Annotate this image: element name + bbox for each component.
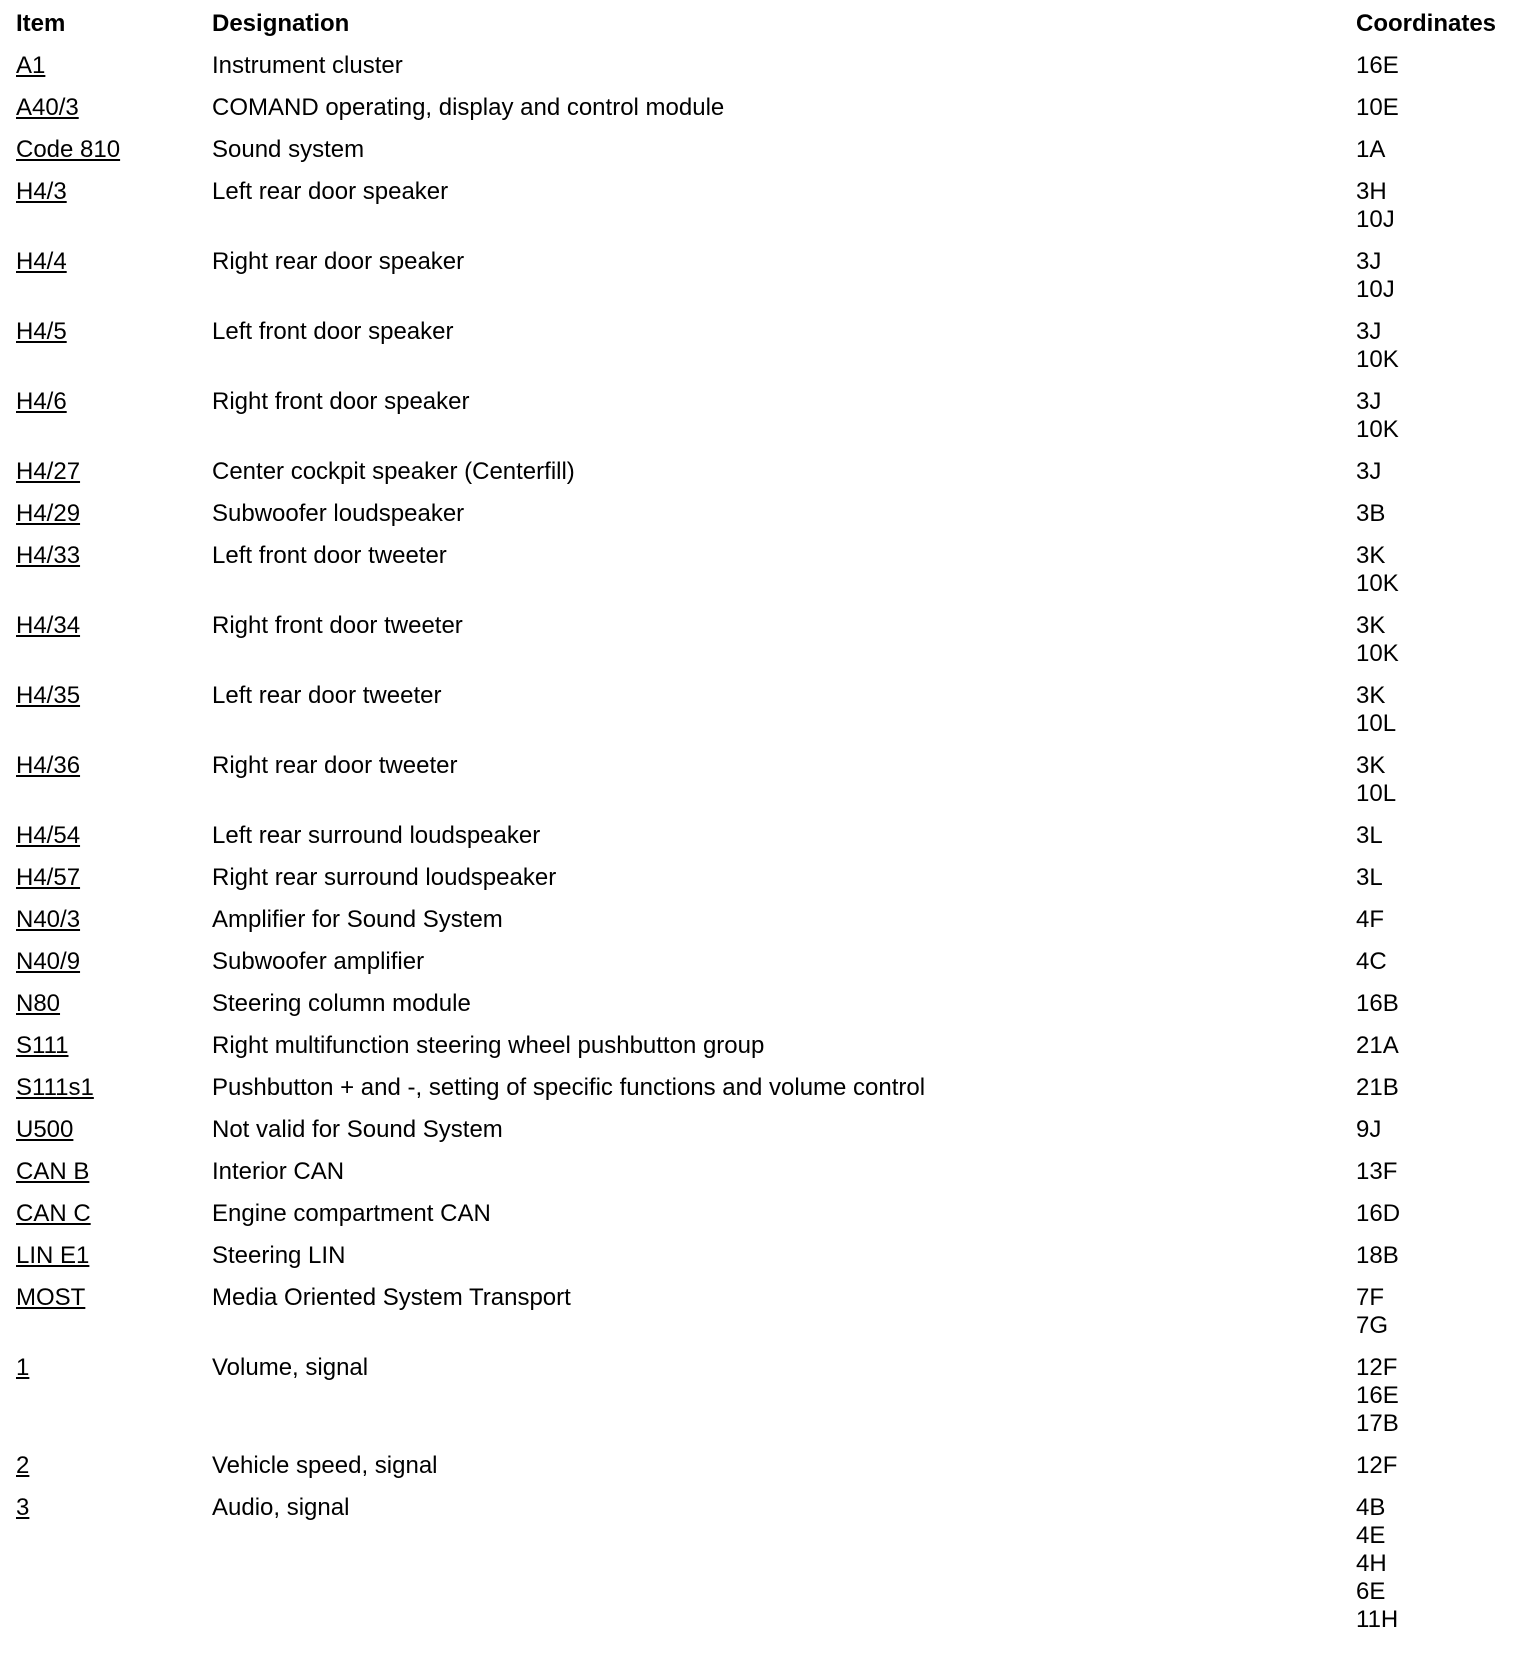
coordinates-cell [1356, 948, 1387, 976]
designation-text: Sound system [212, 136, 365, 163]
header-item: Item [16, 10, 66, 37]
coordinate-value: 10E [1356, 94, 1399, 121]
table-row [0, 1452, 1520, 1494]
designation-text: Right front door tweeter [212, 612, 463, 639]
table-row [0, 248, 1520, 318]
item-link[interactable]: 2 [16, 1452, 30, 1479]
coordinates-cell [1356, 864, 1383, 892]
item-link[interactable]: H4/54 [16, 822, 81, 849]
item-link[interactable]: CAN B [16, 1158, 90, 1185]
designation-text: Left rear surround loudspeaker [212, 822, 541, 849]
legend-table-body [0, 52, 1520, 1648]
designation-text: Steering LIN [212, 1242, 346, 1269]
item-link[interactable]: H4/36 [16, 752, 81, 779]
designation-text: Subwoofer loudspeaker [212, 500, 465, 527]
coordinate-value: 16E [1356, 1382, 1399, 1409]
table-row [0, 1354, 1520, 1452]
designation-text: Right rear surround loudspeaker [212, 864, 557, 891]
designation-text: Right front door speaker [212, 388, 470, 415]
coordinate-value: 4C [1356, 948, 1387, 975]
coordinate-value: 3L [1356, 864, 1383, 891]
coordinate-value: 1A [1356, 136, 1386, 163]
table-row [0, 94, 1520, 136]
table-header [0, 10, 1520, 40]
coordinates-cell [1356, 1074, 1399, 1102]
coordinate-value: 21B [1356, 1074, 1399, 1101]
item-link[interactable]: A40/3 [16, 94, 79, 121]
table-row [0, 682, 1520, 752]
designation-text: Left rear door tweeter [212, 682, 442, 709]
table-row [0, 864, 1520, 906]
coordinate-value: 10J [1356, 206, 1395, 233]
coordinates-cell [1356, 1354, 1399, 1438]
item-link[interactable]: N40/3 [16, 906, 81, 933]
coordinates-cell [1356, 542, 1399, 598]
coordinate-value: 3J [1356, 458, 1382, 485]
item-link[interactable]: H4/57 [16, 864, 81, 891]
coordinates-cell [1356, 906, 1384, 934]
item-link[interactable]: H4/6 [16, 388, 67, 415]
coordinate-value: 21A [1356, 1032, 1399, 1059]
coordinates-cell [1356, 612, 1399, 668]
table-row [0, 1158, 1520, 1200]
designation-text: Media Oriented System Transport [212, 1284, 571, 1311]
coordinates-cell [1356, 248, 1395, 304]
coordinates-cell [1356, 52, 1399, 80]
designation-text: Pushbutton + and -, setting of specific functions and volume control [212, 1074, 926, 1101]
item-link[interactable]: S111 [16, 1032, 69, 1059]
table-row [0, 1200, 1520, 1242]
item-link[interactable]: N40/9 [16, 948, 81, 975]
designation-text: Left front door tweeter [212, 542, 447, 569]
designation-text: Vehicle speed, signal [212, 1452, 438, 1479]
header-coordinates: Coordinates [1356, 10, 1497, 37]
item-link[interactable]: Code 810 [16, 136, 121, 163]
coordinate-value: 4F [1356, 906, 1385, 933]
coordinate-value: 12F [1356, 1354, 1398, 1381]
designation-text: Left rear door speaker [212, 178, 449, 205]
coordinates-cell [1356, 682, 1396, 738]
coordinate-value: 3K [1356, 612, 1386, 639]
coordinates-cell [1356, 178, 1395, 234]
coordinate-value: 16D [1356, 1200, 1401, 1227]
table-row [0, 542, 1520, 612]
designation-text: COMAND operating, display and control module [212, 94, 725, 121]
item-link[interactable]: LIN E1 [16, 1242, 90, 1269]
table-row [0, 178, 1520, 248]
item-link[interactable]: MOST [16, 1284, 86, 1311]
coordinate-value: 10K [1356, 416, 1399, 443]
designation-text: Interior CAN [212, 1158, 345, 1185]
table-row [0, 1494, 1520, 1648]
coordinates-cell [1356, 94, 1399, 122]
item-link[interactable]: N80 [16, 990, 61, 1017]
table-row [0, 1032, 1520, 1074]
table-row [0, 458, 1520, 500]
item-link[interactable]: CAN C [16, 1200, 91, 1227]
coordinate-value: 3L [1356, 822, 1383, 849]
coordinate-value: 7G [1356, 1312, 1389, 1339]
coordinates-cell [1356, 1158, 1397, 1186]
designation-text: Volume, signal [212, 1354, 369, 1381]
designation-text: Instrument cluster [212, 52, 403, 79]
coordinates-cell [1356, 388, 1399, 444]
designation-text: Right rear door tweeter [212, 752, 458, 779]
coordinates-cell [1356, 136, 1385, 164]
coordinate-value: 6E [1356, 1578, 1386, 1605]
table-row [0, 1242, 1520, 1284]
coordinates-cell [1356, 1116, 1381, 1144]
coordinate-value: 10K [1356, 570, 1399, 597]
coordinate-value: 7F [1356, 1284, 1385, 1311]
coordinate-value: 12F [1356, 1452, 1398, 1479]
table-row [0, 318, 1520, 388]
table-row [0, 822, 1520, 864]
designation-text: Audio, signal [212, 1494, 350, 1521]
table-row [0, 1074, 1520, 1116]
coordinate-value: 3K [1356, 542, 1386, 569]
item-link[interactable]: 1 [16, 1354, 30, 1381]
coordinate-value: 3K [1356, 752, 1386, 779]
coordinate-value: 16B [1356, 990, 1399, 1017]
header-designation: Designation [212, 10, 350, 37]
coordinate-value: 10L [1356, 710, 1397, 737]
table-row [0, 388, 1520, 458]
table-row [0, 906, 1520, 948]
designation-text: Center cockpit speaker (Centerfill) [212, 458, 575, 485]
coordinate-value: 10L [1356, 780, 1397, 807]
item-link[interactable]: H4/4 [16, 248, 67, 275]
table-row [0, 1284, 1520, 1354]
coordinate-value: 3B [1356, 500, 1386, 527]
coordinate-value: 10J [1356, 276, 1395, 303]
coordinate-value: 4H [1356, 1550, 1387, 1577]
coordinate-value: 11H [1356, 1606, 1399, 1633]
item-link[interactable]: H4/3 [16, 178, 67, 205]
coordinate-value: 4B [1356, 1494, 1386, 1521]
item-link[interactable]: S111s1 [16, 1074, 94, 1101]
coordinate-value: 10K [1356, 640, 1399, 667]
table-row [0, 1116, 1520, 1158]
designation-text: Subwoofer amplifier [212, 948, 425, 975]
item-link[interactable]: H4/5 [16, 318, 67, 345]
coordinate-value: 16E [1356, 52, 1399, 79]
table-row [0, 136, 1520, 178]
coordinates-cell [1356, 1494, 1398, 1634]
designation-text: Right multifunction steering wheel pushbutton group [212, 1032, 765, 1059]
coordinates-cell [1356, 990, 1399, 1018]
coordinates-cell [1356, 500, 1385, 528]
coordinates-cell [1356, 1242, 1399, 1270]
coordinate-value: 4E [1356, 1522, 1386, 1549]
coordinate-value: 3J [1356, 388, 1382, 415]
designation-text: Not valid for Sound System [212, 1116, 503, 1143]
table-row [0, 752, 1520, 822]
coordinate-value: 13F [1356, 1158, 1398, 1185]
designation-text: Right rear door speaker [212, 248, 465, 275]
item-link[interactable]: U500 [16, 1116, 74, 1143]
coordinate-value: 18B [1356, 1242, 1399, 1269]
table-row [0, 52, 1520, 94]
coordinate-value: 3J [1356, 318, 1382, 345]
coordinate-value: 9J [1356, 1116, 1382, 1143]
item-link[interactable]: H4/33 [16, 542, 81, 569]
coordinate-value: 17B [1356, 1410, 1399, 1437]
coordinate-value: 10K [1356, 346, 1399, 373]
table-row [0, 500, 1520, 542]
item-link[interactable]: H4/29 [16, 500, 81, 527]
table-row [0, 948, 1520, 990]
coordinates-cell [1356, 1284, 1388, 1340]
item-link[interactable]: H4/34 [16, 612, 81, 639]
designation-text: Steering column module [212, 990, 471, 1017]
item-link[interactable]: H4/35 [16, 682, 81, 709]
coordinates-cell [1356, 1200, 1400, 1228]
coordinate-value: 3H [1356, 178, 1387, 205]
item-link[interactable]: H4/27 [16, 458, 81, 485]
coordinates-cell [1356, 458, 1381, 486]
designation-text: Left front door speaker [212, 318, 454, 345]
item-link[interactable]: A1 [16, 52, 46, 79]
table-row [0, 990, 1520, 1032]
designation-text: Engine compartment CAN [212, 1200, 491, 1227]
coordinates-cell [1356, 1032, 1399, 1060]
coordinates-cell [1356, 1452, 1397, 1480]
coordinates-cell [1356, 822, 1383, 850]
designation-text: Amplifier for Sound System [212, 906, 503, 933]
coordinate-value: 3J [1356, 248, 1382, 275]
coordinates-cell [1356, 752, 1396, 808]
table-row [0, 612, 1520, 682]
coordinate-value: 3K [1356, 682, 1386, 709]
item-link[interactable]: 3 [16, 1494, 30, 1521]
coordinates-cell [1356, 318, 1399, 374]
